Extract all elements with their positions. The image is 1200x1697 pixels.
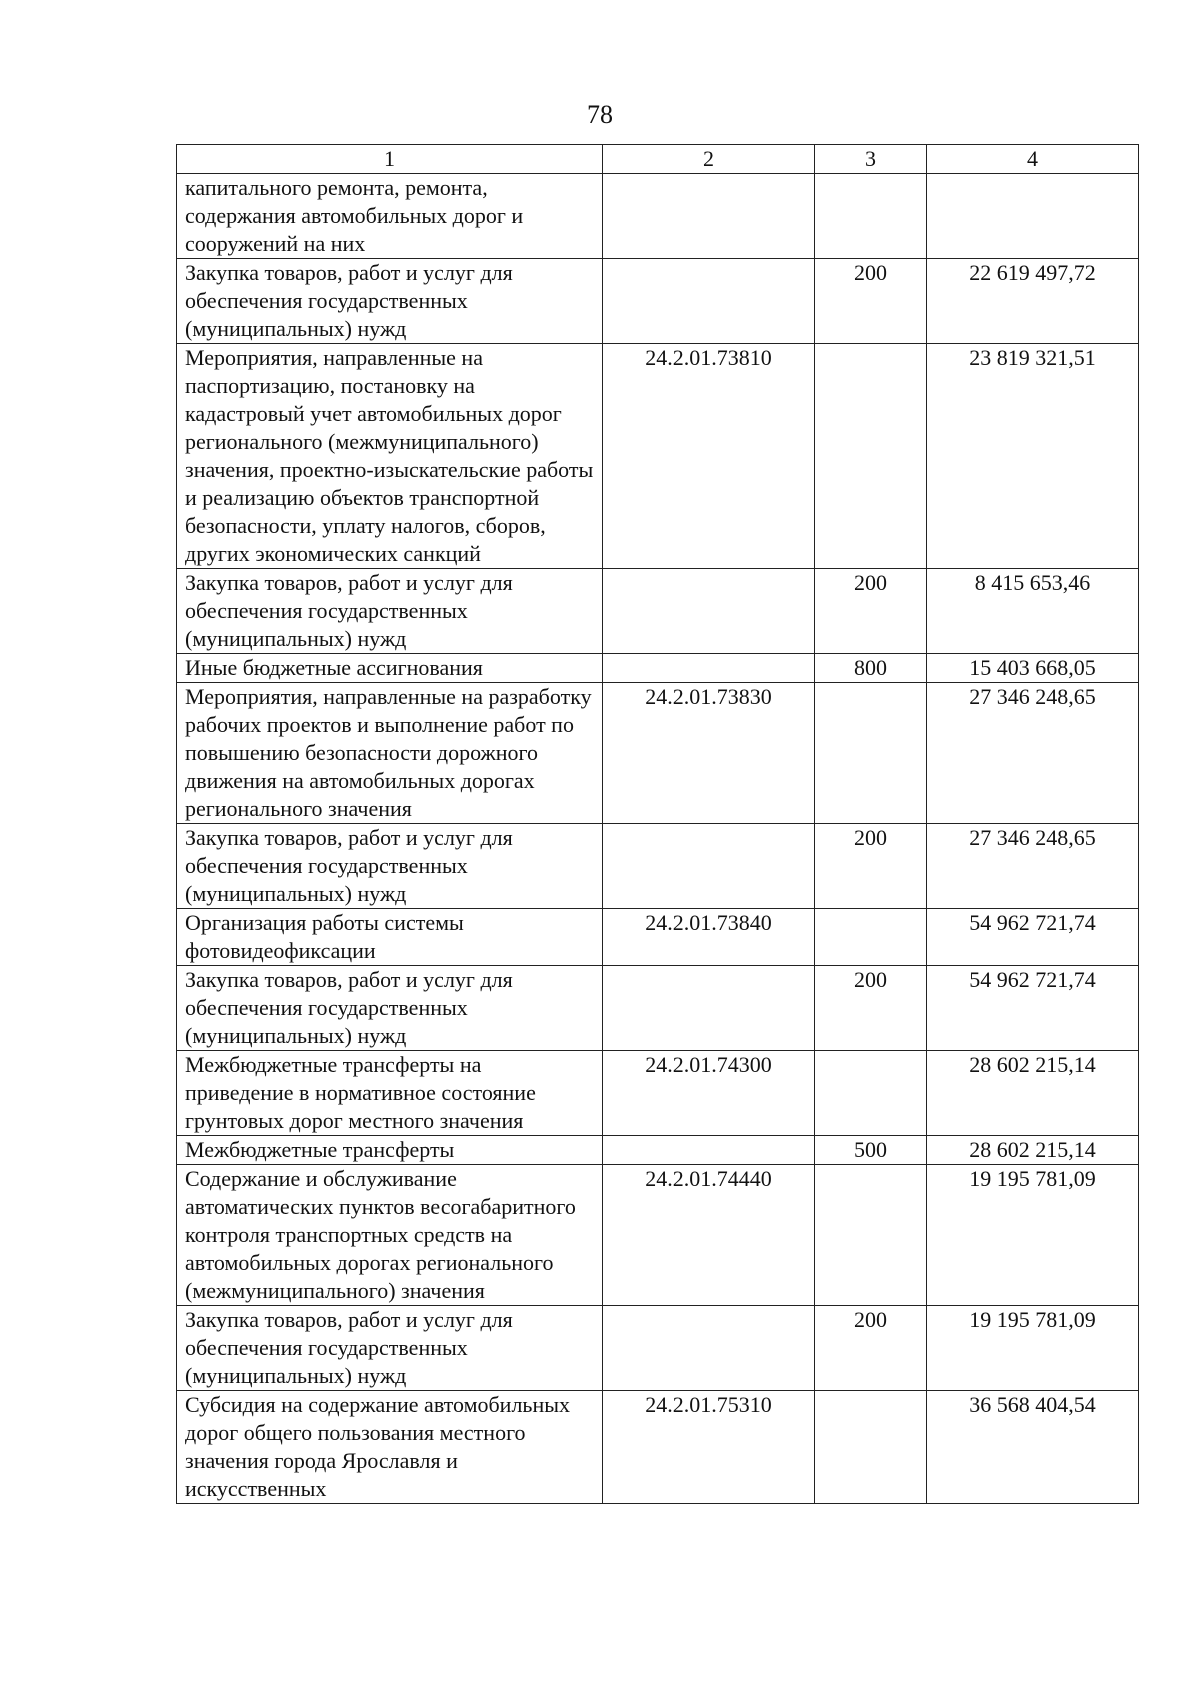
row-name-cell: Иные бюджетные ассигнования [177, 654, 603, 683]
row-code-cell [603, 174, 815, 259]
row-expense-type-cell [815, 174, 927, 259]
budget-table [176, 144, 1139, 1504]
row-code-cell [603, 259, 815, 344]
row-expense-type-cell [815, 1051, 927, 1136]
table-row [177, 966, 1139, 1051]
page-number: 78 [587, 100, 613, 129]
row-name-cell: Межбюджетные трансферты на приведение в нормативное состояние грунтовых дорог местного значения [177, 1051, 603, 1136]
row-name-cell: Закупка товаров, работ и услуг для обеспечения государственных (муниципальных) нужд [177, 966, 603, 1051]
row-amount-cell [927, 174, 1139, 259]
row-code-cell: 24.2.01.75310 [603, 1391, 815, 1504]
table-row [177, 1306, 1139, 1391]
row-name-cell: Закупка товаров, работ и услуг для обеспечения государственных (муниципальных) нужд [177, 259, 603, 344]
row-amount-cell: 28 602 215,14 [927, 1136, 1139, 1165]
row-expense-type-cell: 200 [815, 824, 927, 909]
table-row [177, 1165, 1139, 1306]
row-code-cell [603, 1306, 815, 1391]
table-body [177, 174, 1139, 1504]
row-expense-type-cell [815, 1165, 927, 1306]
row-amount-cell: 19 195 781,09 [927, 1165, 1139, 1306]
row-expense-type-cell: 500 [815, 1136, 927, 1165]
row-name-cell: капитального ремонта, ремонта, содержания автомобильных дорог и сооружений на них [177, 174, 603, 259]
table-row [177, 1136, 1139, 1165]
column-header: 4 [927, 145, 1139, 174]
row-expense-type-cell: 800 [815, 654, 927, 683]
row-code-cell: 24.2.01.73830 [603, 683, 815, 824]
table-row [177, 1391, 1139, 1504]
table-row [177, 259, 1139, 344]
row-name-cell: Организация работы системы фотовидеофиксации [177, 909, 603, 966]
table-row [177, 569, 1139, 654]
row-amount-cell: 27 346 248,65 [927, 683, 1139, 824]
row-amount-cell: 23 819 321,51 [927, 344, 1139, 569]
row-amount-cell: 22 619 497,72 [927, 259, 1139, 344]
row-code-cell [603, 824, 815, 909]
row-name-cell: Закупка товаров, работ и услуг для обеспечения государственных (муниципальных) нужд [177, 1306, 603, 1391]
table-row [177, 174, 1139, 259]
row-amount-cell: 54 962 721,74 [927, 966, 1139, 1051]
row-amount-cell: 27 346 248,65 [927, 824, 1139, 909]
table-row [177, 909, 1139, 966]
row-expense-type-cell: 200 [815, 1306, 927, 1391]
row-amount-cell: 8 415 653,46 [927, 569, 1139, 654]
table-row [177, 683, 1139, 824]
table-row [177, 654, 1139, 683]
row-expense-type-cell [815, 1391, 927, 1504]
row-amount-cell: 19 195 781,09 [927, 1306, 1139, 1391]
row-expense-type-cell: 200 [815, 569, 927, 654]
column-header: 2 [603, 145, 815, 174]
row-name-cell: Субсидия на содержание автомобильных дорог общего пользования местного значения города Ярославля и искусственных [177, 1391, 603, 1504]
row-name-cell: Мероприятия, направленные на паспортизацию, постановку на кадастровый учет автомобильных дорог регионального (межмуниципального) значения, проектно-изыскательские работы и реализацию объектов транспортной безопасности, уплату налогов, сборов, других экономических санкций [177, 344, 603, 569]
row-code-cell: 24.2.01.74440 [603, 1165, 815, 1306]
table-row [177, 1051, 1139, 1136]
row-code-cell [603, 966, 815, 1051]
row-amount-cell: 54 962 721,74 [927, 909, 1139, 966]
row-expense-type-cell [815, 683, 927, 824]
row-expense-type-cell [815, 909, 927, 966]
row-name-cell: Мероприятия, направленные на разработку рабочих проектов и выполнение работ по повышению безопасности дорожного движения на автомобильных дорогах регионального значения [177, 683, 603, 824]
table-row [177, 824, 1139, 909]
row-name-cell: Межбюджетные трансферты [177, 1136, 603, 1165]
table-header-row [177, 145, 1139, 174]
row-code-cell [603, 654, 815, 683]
row-amount-cell: 36 568 404,54 [927, 1391, 1139, 1504]
row-expense-type-cell: 200 [815, 966, 927, 1051]
row-name-cell: Закупка товаров, работ и услуг для обеспечения государственных (муниципальных) нужд [177, 569, 603, 654]
row-name-cell: Закупка товаров, работ и услуг для обеспечения государственных (муниципальных) нужд [177, 824, 603, 909]
row-code-cell: 24.2.01.74300 [603, 1051, 815, 1136]
row-amount-cell: 15 403 668,05 [927, 654, 1139, 683]
row-amount-cell: 28 602 215,14 [927, 1051, 1139, 1136]
row-name-cell: Содержание и обслуживание автоматических пунктов весогабаритного контроля транспортных средств на автомобильных дорогах регионального (межмуниципального) значения [177, 1165, 603, 1306]
row-code-cell [603, 569, 815, 654]
row-expense-type-cell: 200 [815, 259, 927, 344]
row-code-cell [603, 1136, 815, 1165]
row-expense-type-cell [815, 344, 927, 569]
row-code-cell: 24.2.01.73810 [603, 344, 815, 569]
table-row [177, 344, 1139, 569]
row-code-cell: 24.2.01.73840 [603, 909, 815, 966]
column-header: 1 [177, 145, 603, 174]
column-header: 3 [815, 145, 927, 174]
